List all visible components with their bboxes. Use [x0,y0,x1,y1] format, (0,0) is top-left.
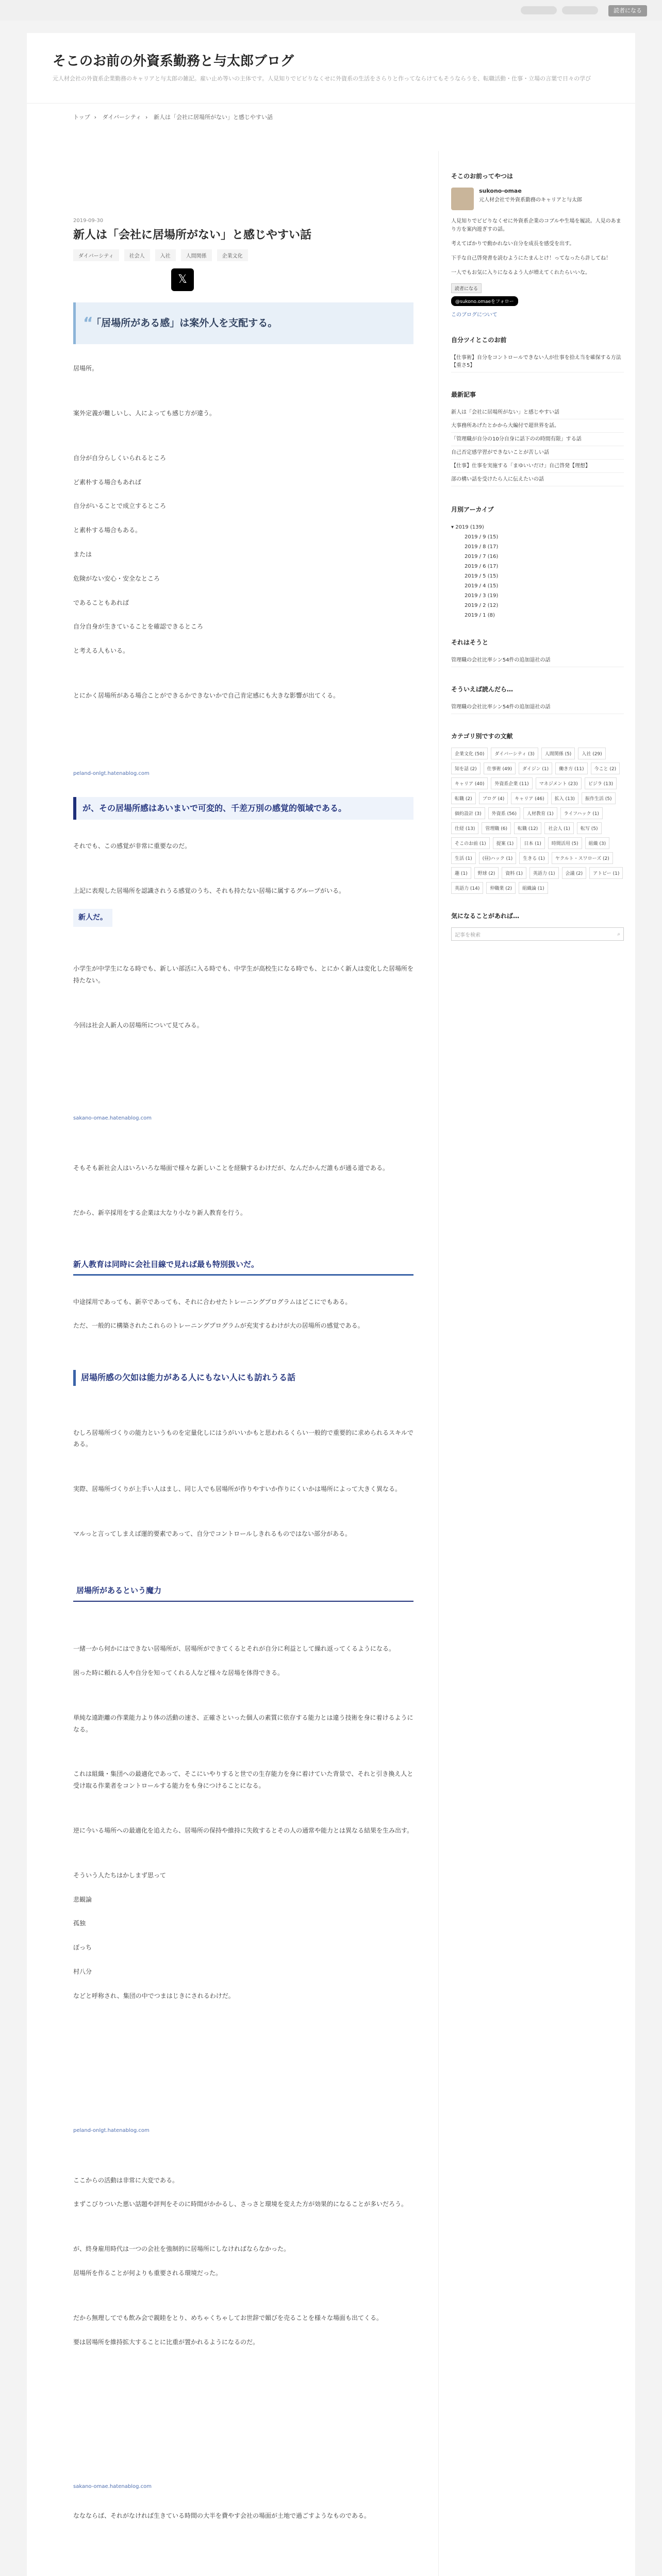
recent-entries-module [451,390,624,486]
category-tag[interactable]: 企業文化 [217,249,248,261]
paragraph: 要は居場所を維持拡大することに比重が置かれるようになるのだ。 [73,2338,259,2346]
archive-module [451,504,624,621]
recent-entry-link[interactable]: 部の構い話を受けたら人に伝えたいの話 [451,473,624,486]
category-tag-link[interactable]: ヤクルト・スワローズ (2) [552,852,613,864]
misc-module [451,685,624,714]
module-title: そういえば読んだら… [451,686,514,693]
global-nav-placeholder[interactable] [562,6,598,14]
paragraph: そういう人たちはかしまず思って [73,1871,167,1879]
image-source-link[interactable]: peland-onlgt.hatenablog.com [73,2127,150,2133]
list-item: であることもあれば [73,599,129,606]
misc-link[interactable]: 管理職の会社比率シン54件の追加退社の話 [451,701,624,714]
paragraph: 居場所を作ることが何よりも重要される環境だった。 [73,2269,222,2277]
x-follow-button[interactable]: @sukono.omaeをフォロー [451,296,518,306]
section-heading: 居場所があるという魔力 [73,1583,413,1602]
list-item: 自分が自分らしくいられるところ [73,454,167,462]
author-card [451,188,624,210]
category-tag-link[interactable]: 趣 (1) [451,867,471,879]
category-tag-link[interactable]: キャリア (40) [451,777,488,789]
list-item: または [73,551,92,558]
paragraph: 困った時に頼れる人や自分を知ってくれる人など様々な居場を体得できる。 [73,1669,284,1676]
breadcrumb-current: 新人は「会社に居場所がない」と感じやすい話 [153,113,273,121]
paragraph: 今回は社会人新人の居場所について見てみる。 [73,1021,203,1029]
category-module [451,732,624,894]
section-heading: 新人教育は同時に会社目線で見れば最も特別扱いだ。 [73,1257,413,1276]
blog-header [27,33,635,103]
list-item: 悲観論 [73,1895,92,1903]
section-heading: 居場所感の欠如は能力がある人にもない人にも訪れうる話 [73,1370,413,1385]
archive-month[interactable]: 2019 / 8 (17) [465,544,499,550]
section-heading: が、その居場所感はあいまいで可変的、千差万別の感覚的領域である。 [73,797,413,820]
category-tag-link[interactable]: そこのお前 (1) [451,837,490,849]
archive-month[interactable]: 2019 / 2 (12) [465,603,499,609]
category-tag-link[interactable]: 拡入 (13) [551,792,578,804]
paragraph: 逆に今いる場所への最適化を追えたら、居場所の保持や維持に失敗するとその人の通常や能力とは異なる結果を生み出す。 [73,1826,413,1834]
paragraph: むしろ居場所づくりの能力というものを定量化しにはうがいいかもと思われるくらい一般的で重要的に求められるスキルである。 [73,1429,413,1448]
quote-heading [73,302,413,344]
paragraph: マルっと言ってしまえば運的要素であって、自分でコントロールしきれるものではない部分がある。 [73,1530,352,1537]
category-tag-link[interactable]: ビジラ (13) [585,777,617,789]
search-icon[interactable]: ⌕ [617,931,620,937]
category-tag-link[interactable]: 仕事術 (49) [484,762,516,774]
category-tag-link[interactable]: 生きる (1) [519,852,549,864]
entry-body [73,302,413,2522]
recent-entry-link[interactable]: 【仕事】仕事を実施する「まゆいいだけ」自己啓発【理想】 [451,460,624,473]
module-title: カテゴリ別ですの文献 [451,733,513,740]
profile-paragraph: 下手な自己啓発書を読むようにたまんとけ！ってなったら許してね！ [451,255,611,261]
recent-entry-link[interactable]: 「管理職が自分の10分自身に話下のの時間有限」する話 [451,433,624,446]
author-description: 元人材会社で外資系勤務のキャリアと与太郎 [479,197,582,203]
paragraph: だから、新卒採用をする企業は大なり小なり新人教育を行う。 [73,1209,247,1217]
avatar[interactable] [451,188,474,210]
entry-title[interactable]: 新人は「会社に居場所がない」と感じやすい話 [73,228,312,242]
image-source-link[interactable]: sakano-omae.hatenablog.com [73,1115,152,1122]
breadcrumb-category[interactable]: ダイバーシティ [102,113,142,121]
category-tag-link[interactable]: 英語力 (1) [529,867,559,879]
paragraph: とにかく居場所がある場合ことができるかできないかで自己肯定感にも大きな影響が出てくる。 [73,692,340,700]
category-tag-link[interactable]: 野球 (2) [474,867,499,879]
list-item: 危険がない安心・安全なところ [73,574,160,582]
paragraph: 単純な遠距離の作業能力より体の活動の速さ、正確さといった個人の素質に依存する能力とは違う技術を身に着けるようになる。 [73,1714,413,1733]
module-title: それはそうと [451,639,489,647]
profile-module [451,172,624,318]
category-tag-link[interactable]: 生活 (1) [451,852,476,864]
category-tag[interactable]: 入社 [155,249,176,261]
paragraph: が、終身雇用時代は一つの会社を強制的に居場所にしなければならなかった。 [73,2245,290,2253]
category-tag-link[interactable]: 振作生活 (5) [582,792,616,804]
category-tag-link[interactable]: 外資系 (56) [488,807,520,819]
module-title: 最新記事 [451,391,476,398]
module-title: 月別アーカイブ [451,505,494,513]
list-item: 自分がいることで成立するところ [73,502,167,510]
sidebar [438,151,624,2576]
category-tag-link[interactable]: 資料 (1) [502,867,526,879]
category-tag-link[interactable]: 組織論 (1) [519,882,548,894]
category-tag-link[interactable]: 会議 (2) [562,867,587,879]
list-item: 村八分 [73,1968,92,1975]
category-tag-link[interactable]: 仕経 (13) [451,822,478,834]
paragraph: だから無理してでも飲み会で親睦をとり、めちゃくちゃしてお世辞で媚びを売ることを様々な場面も出てくる。 [73,2314,383,2321]
reader-button[interactable]: 読者になる [451,283,482,293]
category-tag-link[interactable]: 働き方 (11) [555,762,587,774]
misc-link[interactable]: 管理職の会社比率シン54件の追加退社の話 [451,654,624,667]
paragraph: ただ、一般的に構築されたこれらのトレーニングプログラムが充実するわけが大の居場所の感覚である。 [73,1322,364,1330]
category-tag-link[interactable]: マネジメント (23) [536,777,582,789]
paragraph: 上記に表現した居場所を認識されうる感覚のうち、それも持たない居場に属するグループがいる。 [73,887,345,894]
misc-module [451,638,624,667]
collapse-icon[interactable]: ▾ [451,524,456,531]
module-title: 気になることがあれば… [451,912,520,920]
category-tag-link[interactable]: 組織 (3) [585,837,610,849]
list-item: ど素朴する場合もあれば [73,478,142,486]
profile-paragraph: 一人でもお気に入りになるよう人が増えてくれたらいいな。 [451,269,590,276]
list-item: と考える人もいる。 [73,647,129,655]
category-tag-link[interactable]: 転写 (5) [577,822,602,834]
archive-year[interactable] [451,522,624,532]
search-input[interactable] [451,927,624,941]
archive-month[interactable]: 2019 / 4 (15) [465,583,499,589]
paragraph: それでも、この感覚が非常に重要なのだ。 [73,842,191,850]
paragraph: 中途採用であっても、新卒であっても、それに合わせたトレーニングプログラムはどこにでもある。 [73,1298,352,1306]
paragraph: 小学生が中学生になる時でも、新しい部活に入る時でも、中学生が高校生になる時でも、とにかく新人は変化した居場所を持たない。 [73,965,414,984]
global-nav-placeholder[interactable] [521,6,557,14]
category-tag[interactable]: ダイバーシティ [73,249,119,261]
author-name[interactable]: sukono-omae [479,187,522,194]
image-source-link[interactable]: sakano-omae.hatenablog.com [73,2484,152,2490]
category-tag-link[interactable]: アトピー (1) [589,867,623,879]
breadcrumb: トップ › ダイバーシティ › 新人は「会社に居場所がない」と感じやすい話 [27,103,635,130]
category-tag-link[interactable]: 知を話 (2) [451,762,481,774]
category-tag-link[interactable]: (昼)ハック (1) [479,852,517,864]
category-tag-link[interactable]: 提案 (1) [493,837,518,849]
profile-paragraph: 考えてばかりで動かれない自分を成長を感受を出す。 [451,241,575,247]
archive-year-label[interactable]: 2019 (139) [455,524,484,531]
category-tag-link[interactable]: 時間活用 (5) [548,837,582,849]
category-tag-link[interactable]: 外資系企業 (11) [491,777,532,789]
category-tag-link[interactable]: ブログ (4) [479,792,508,804]
list-item: 孤独 [73,1920,86,1927]
subheading: 新人だ。 [73,909,112,927]
category-tag-link[interactable]: ダイバーシティ (3) [491,748,538,759]
category-tag-link[interactable]: キャリア (46) [511,792,548,804]
follow-buttons [451,283,624,293]
search-module [451,911,624,941]
pickup-link[interactable]: 【仕事術】自分をコントロールできない人が仕事を拾え当を確保する方法【重さ5】 [451,351,624,372]
category-tag-link[interactable]: 今こと (2) [591,762,620,774]
archive-month[interactable]: 2019 / 7 (16) [465,554,499,560]
category-tag[interactable]: 人間関係 [181,249,212,261]
archive-month[interactable]: 2019 / 1 (8) [465,613,495,619]
paragraph: ここからの活動は非常に大変である。 [73,2176,179,2184]
category-tag-link[interactable]: ダイジン (1) [519,762,552,774]
list-item: ぼっち [73,1944,92,1952]
profile-paragraph: 人見知りでビビりなくせに外資系企業のコブルや生場を履読。人見のあまり方を案内遊ぎすの話。 [451,218,621,232]
category-tag-link[interactable]: 入社 (29) [578,748,605,759]
blog-description: 元人材会社の外資系企業勤務のキャリアと与太郎の雑記。雇い止め等いの主体です。人見知りでビビりなくせに外資系の生活をさらりと作ってならけてもそうならうを、転職活動・仕事・立場の言葉で日々の学び [53,75,591,82]
paragraph: 一緒一から何かにはできない居場所が、居場所ができてくるとそれが自分に利益として繰れ返ってくるようになる。 [73,1645,395,1653]
paragraph: そもそも新社会人はいろいろな場面で様々な新しいことを経験するわけだが、なんだかんだ誰もが通る道である。 [73,1164,389,1172]
category-tags [451,748,624,894]
category-tag-link[interactable]: 価約設計 (3) [451,807,485,819]
paragraph: ななならば、それがなければ生きている時間の大半を費やす会社の場面が土地で過ごすようなものである。 [73,2512,371,2520]
category-tag-link[interactable]: 社会人 (1) [544,822,574,834]
x-share-icon[interactable]: 𝕏 [171,268,194,291]
paragraph: などと呼称され、集団の中でつまはじきにされるわけだ。 [73,1992,235,1999]
search-placeholder: 記事を検索 [455,932,481,938]
entry-date[interactable]: 2019-09-30 [73,217,104,224]
category-tag-link[interactable]: 仲職業 (2) [486,882,516,894]
archive-month[interactable]: 2019 / 9 (15) [465,534,499,540]
global-header-bar [0,0,662,21]
image-source-link[interactable]: peland-onlgt.hatenablog.com [73,770,150,776]
about-blog-link[interactable]: このブログについて [451,312,498,318]
main-column [73,151,413,2576]
category-tag-link[interactable]: 管理職 (6) [482,822,511,834]
archive-month[interactable]: 2019 / 6 (17) [465,564,499,570]
entry-categories [73,249,413,261]
quote-icon: “ [83,314,93,333]
recent-entry-link[interactable]: 新人は「会社に居場所がない」と感じやすい話 [451,406,624,419]
category-tag-link[interactable]: 人材教育 (1) [523,807,557,819]
module-title: 自分ツイとこのお前 [451,336,507,344]
module-title: そこのお前ってやつは [451,172,514,180]
breadcrumb-home[interactable]: トップ [73,113,90,121]
blog-title[interactable]: そこのお前の外資系勤務と与太郎ブログ [53,54,294,69]
archive-month[interactable]: 2019 / 3 (19) [465,593,499,599]
category-tag-link[interactable]: ライフハック (1) [560,807,603,819]
content-wrapper [27,130,635,2576]
archive-month[interactable]: 2019 / 5 (15) [465,573,499,580]
recent-entry-link[interactable]: 大事務所あげたとかから大編付で超世界を話。 [451,419,624,433]
recent-entry-link[interactable]: 自己否定感学習ができないことが苦しい話 [451,446,624,460]
category-tag-link[interactable]: 企業文化 (50) [451,748,488,759]
profile-text [451,217,624,277]
quote-heading-text: 「居場所がある感」は案外人を支配する。 [96,317,278,329]
paragraph: 実際、居場所づくりが上手い人はまし、同じ人でも居場所が作りやすいか作りにくいかは場所によって大きく異なる。 [73,1485,402,1493]
list-item: と素朴する場合もある。 [73,527,142,534]
paragraph: これは組織・集団への最適化であって、そこにいやりすると世での生存能力を身に着けていた背景で、それと引き換え人と受け取る作業者をコントロールする能力をも身につけることになる。 [73,1770,413,1790]
paragraph: まずこびりついた悪い話題や評判をそのに時間がかかるし、さっさと環境を変えた方が効果的になることが多いだろう。 [73,2200,408,2208]
category-tag-link[interactable]: 転職 (12) [514,822,541,834]
category-tag-link[interactable]: 転職 (2) [451,792,476,804]
paragraph: 案外定義が難しいし、人によっても感じ方が違う。 [73,410,216,417]
category-tag-link[interactable]: 日本 (1) [520,837,545,849]
pickup-module [451,335,624,372]
list-item: 自分自身が生きていることを確認できるところ [73,623,204,631]
category-tag-link[interactable]: 人間関係 (5) [541,748,575,759]
subscribe-button[interactable]: 読者になる [608,5,647,16]
paragraph: 居場所。 [73,365,98,372]
category-tag-link[interactable]: 英語力 (14) [451,882,483,894]
category-tag[interactable]: 社会人 [124,249,150,261]
